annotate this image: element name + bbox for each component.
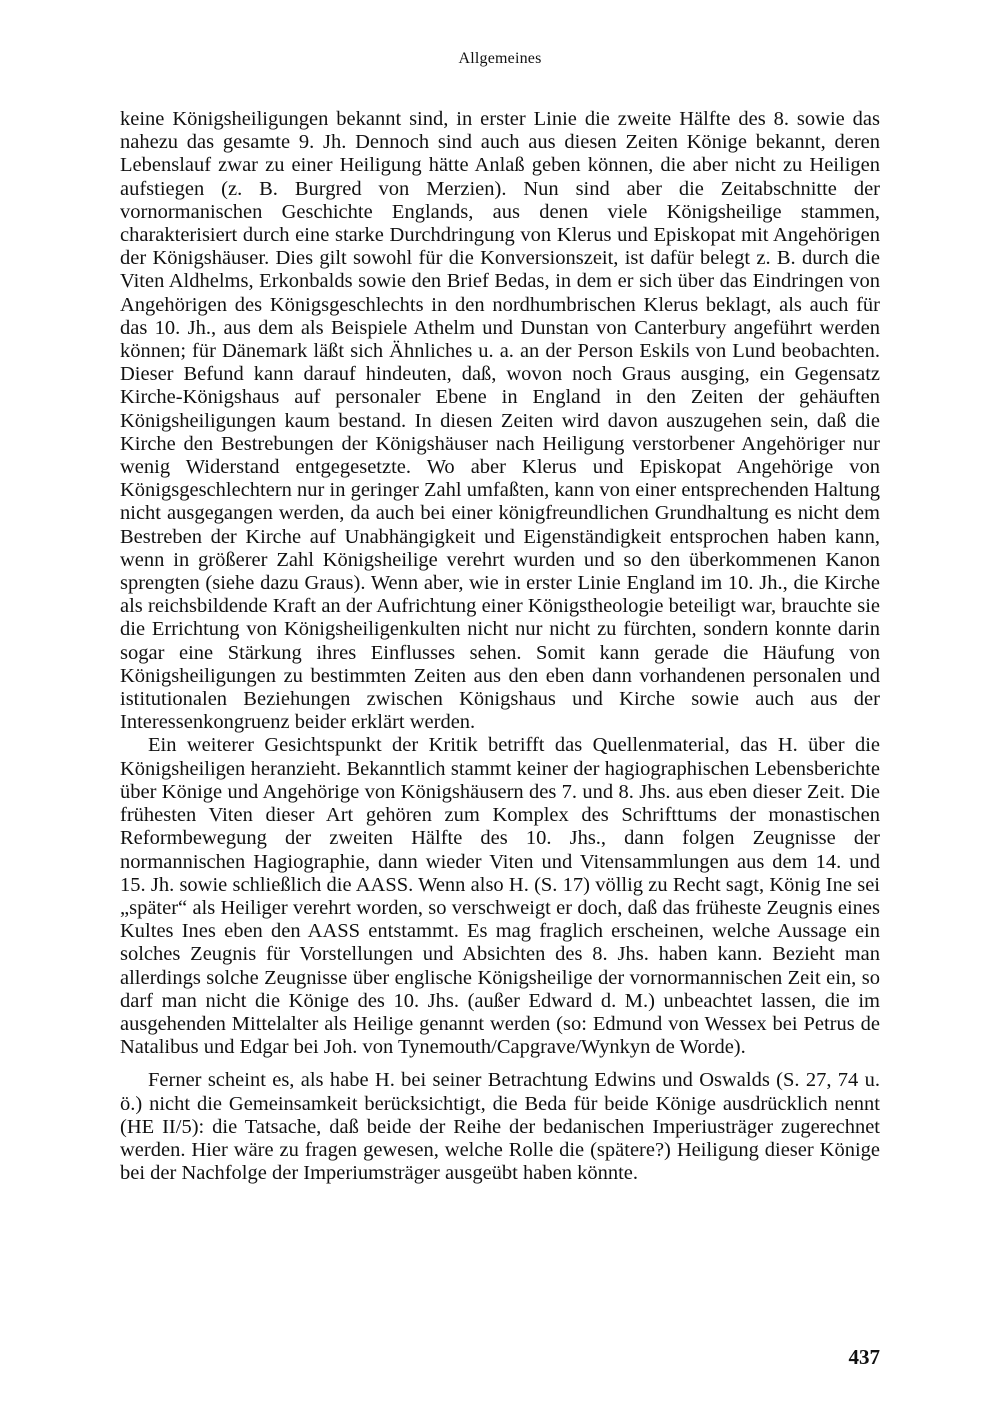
paragraph-1: keine Königsheiligungen bekannt sind, in erster Linie die zweite Hälfte des 8. sowie das nahezu das gesamte 9. Jh. Dennoch sind auch aus diesen Zeiten Könige bekannt, deren Lebenslauf zwar zu einer Heiligung hätte Anlaß geben können, die aber nicht zu Heiligen aufstiegen (z. B. Burgred von Merzien). Nun sind aber die Zeitabschnitte der vornormanischen Geschichte Englands, aus denen viele Königsheilige stammen, charakterisiert durch eine starke Durchdringung von Klerus und Episkopat mit Angehörigen der Königshäuser. Dies gilt sowohl für die Konversionszeit, ist dafür belegt z. B. durch die Viten Aldhelms, Erkonbalds sowie den Brief Bedas, in dem er sich über das Eindringen von Angehörigen des Königsgeschlechts in den nordhumbrischen Klerus beklagt, als auch für das 10. Jh., aus dem als Beispiele Athelm und Dunstan von Canterbury angeführt werden können; für Dänemark läßt sich Ähnliches u. a. an der Person Eskils von Lund beobachten. Dieser Befund kann darauf hindeuten, daß, wovon noch Graus ausging, ein Gegensatz Kirche-Königshaus auf personaler Ebene in England in den Zeiten der gehäuften Königsheiligungen kaum bestand. In diesen Zeiten wird davon auszugehen sein, daß die Kirche den Bestrebungen der Königshäuser nach Heiligung verstorbener Angehöriger nur wenig Widerstand entgegesetzte. Wo aber Klerus und Episkopat Angehörige von Königsgeschlechtern nur in geringer Zahl umfaßten, kann von einer entsprechenden Haltung nicht ausgegangen werden, da auch bei einer königfreundlichen Grundhaltung es nicht dem Bestreben der Kirche auf Unabhängigkeit und Eigenständigkeit entsprochen haben kann, wenn in größerer Zahl Königsheilige verehrt wurden und so den überkommenen Kanon sprengten (siehe dazu Graus). Wenn aber, wie in erster Linie England im 10. Jh., die Kirche als reichsbildende Kraft an der Aufrichtung einer Königstheologie beteiligt war, brauchte sie die Errichtung von Königsheiligenkulten nicht nur nicht zu fürchten, sondern konnte darin sogar eine Stärkung ihres Einflusses sehen. Somit kann gerade die Häufung von Königsheiligungen zu bestimmten Zeiten aus den eben dann vorhandenen personalen und istitutionalen Beziehungen zwischen Königshaus und Kirche sowie auch aus der Interessenkongruenz beider erklärt werden. (120, 108, 880, 734)
running-head: Allgemeines (458, 50, 542, 67)
page-number: 437 (848, 1345, 880, 1369)
body-text (120, 108, 880, 1185)
paragraph-3: Ferner scheint es, als habe H. bei seiner Betrachtung Edwins und Oswalds (S. 27, 74 u. ö.) nicht die Gemeinsamkeit berücksichtigt, die Beda für beide Könige ausdrücklich nennt (HE II/5): die Tatsache, daß beide der Reihe der bedanischen Imperiusträger zugerechnet werden. Hier wäre zu fragen gewesen, welche Rolle die (spätere?) Heiligung dieser Könige bei der Nachfolge der Imperiumsträger ausgeübt haben könnte. (120, 1069, 880, 1185)
paragraph-2: Ein weiterer Gesichtspunkt der Kritik betrifft das Quellenmaterial, das H. über die Königsheiligen heranzieht. Bekanntlich stammt keiner der hagiographischen Lebensberichte über Könige und Angehörige von Königshäusern des 7. und 8. Jhs. aus eben dieser Zeit. Die frühesten Viten dieser Art gehören zum Komplex des Schrifttums der monastischen Reformbewegung der zweiten Hälfte des 10. Jhs., dann folgen Zeugnisse der normannischen Hagiographie, dann wieder Viten und Vitensammlungen aus dem 14. und 15. Jh. sowie schließlich die AASS. Wenn also H. (S. 17) völlig zu Recht sagt, König Ine sei „später“ als Heiliger verehrt worden, so verschweigt er doch, daß das früheste Zeugnis eines Kultes Ines eben den AASS entstammt. Es mag fraglich erscheinen, welche Aussage ein solches Zeugnis für Vorstellungen und Absichten des 8. Jhs. haben kann. Bezieht man allerdings solche Zeugnisse über englische Königsheilige der vornormannischen Zeit ein, so darf man nicht die Könige des 10. Jhs. (außer Edward d. M.) unbeachtet lassen, die im ausgehenden Mittelalter als Heilige genannt werden (so: Edmund von Wessex bei Petrus de Natalibus und Edgar bei Joh. von Tynemouth/Capgrave/Wynkyn de Worde). (120, 734, 880, 1059)
